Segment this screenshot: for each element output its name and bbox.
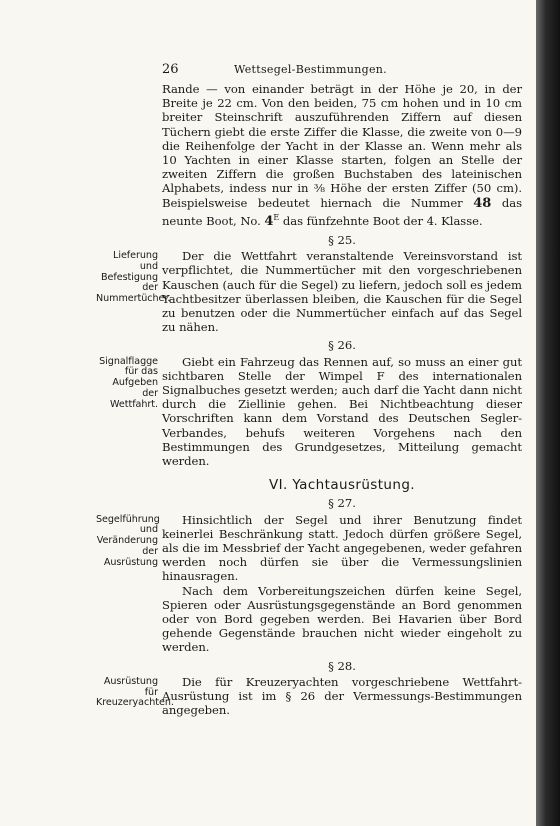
section-26-text: Giebt ein Fahrzeug das Rennen auf, so muss an einer gut sichtbaren Stelle der Wimpel F des internationalen Signalbuches gesetzt werden; auch darf die Yacht dann nicht durch die Ziellinie gehen. Bei Nichtbeachtung dieser Vorschriften kann dem Vorstand des Deutschen Segler-Verbandes, behufs weiteren Vorgehens nach den Bestimmungen des Grundgesetzes, Mitteilung gemacht werden.: [162, 354, 522, 468]
section-27-text-2: Nach dem Vorbereitungszeichen dürfen keine Segel, Spieren oder Ausrüstungsgegenstände an Bord genommen oder von Bord gegeben werden. Bei Havarien über Bord gehende Gegenstände brauchen nicht wieder eingeholt zu werden.: [162, 583, 522, 655]
section-28: [96, 674, 522, 718]
chapter-heading: VI. Yachtausrüstung.: [269, 477, 415, 494]
section-heading-25: § 25.: [328, 232, 356, 247]
section-27-text: Hinsichtlich der Segel und ihrer Benutzung findet keinerlei Beschränkung statt. Jedoch dürfen größere Segel, als die im Messbrief der Yacht angegebenen, weder gefahren werden noch dürfen sie über die Vermessungslinien hinausragen.: [162, 512, 522, 584]
margin-note-26: Signalflagge für das Aufgeben der Wettfahrt.: [99, 355, 158, 410]
margin-note-25: Lieferung und Befestigung der Nummertücher.: [96, 250, 171, 305]
section-25: [96, 249, 522, 335]
section-27: [96, 512, 522, 655]
section-26: [99, 354, 522, 469]
intro-paragraph: [162, 82, 522, 229]
section-heading-27: § 27.: [328, 496, 356, 511]
section-28-text: Die für Kreuzeryachten vorgeschriebene Wettfahrt-Ausrüstung ist im § 26 der Vermessungs-Bestimmungen angegeben.: [162, 674, 522, 718]
intro-text-c: das fünfzehnte Boot der 4. Klasse.: [279, 213, 483, 228]
margin-note-27: Segelführung und Veränderung der Ausrüstung: [96, 513, 160, 568]
page-body: [96, 82, 522, 718]
section-heading-26: § 26.: [328, 338, 356, 353]
superscript-e: E: [273, 212, 280, 222]
margin-note-28: Ausrüstung für Kreuzeryachten.: [96, 675, 174, 709]
running-title: Wettsegel-Bestimmungen.: [234, 63, 387, 76]
book-spine-shadow: [536, 0, 560, 826]
number-4e: 4: [264, 213, 274, 229]
page-number: 26: [162, 62, 179, 77]
section-25-text: Der die Wettfahrt veranstaltende Vereinsvorstand ist verpflichtet, die Nummertücher mit den vorgeschriebenen Kauschen (auch für die Segel) zu liefern, jedoch soll es jedem Yachtbesitzer überlassen bleiben, die Kauschen für die Segel zu benutzen oder die Nummertücher einfach auf das Segel zu nähen.: [162, 249, 522, 335]
page-header: [162, 62, 522, 80]
intro-text-a: Rande — von einander beträgt in der Höhe je 20, in der Breite je 22 cm. Von den beiden, 75 cm hohen und in 10 cm breiter Steinschrift auszuführenden Ziffern auf diesen Tüchern giebt die erste Ziffer die Klasse, die zweite von 0—9 die Reihenfolge der Yacht in der Klasse an. Wenn mehr als 10 Yachten in einer Klasse starten, folgen an Stelle der zweiten Ziffern die großen Buchstaben des lateinischen Alphabets, indess nur in ⅜ Höhe der ersten Ziffer (50 cm). Beispielsweise bedeutet hiernach die Nummer: [162, 82, 522, 210]
intro-text-b: das neunte Boot, No.: [162, 195, 522, 228]
number-48: 48: [473, 195, 492, 211]
section-heading-28: § 28.: [328, 658, 356, 673]
